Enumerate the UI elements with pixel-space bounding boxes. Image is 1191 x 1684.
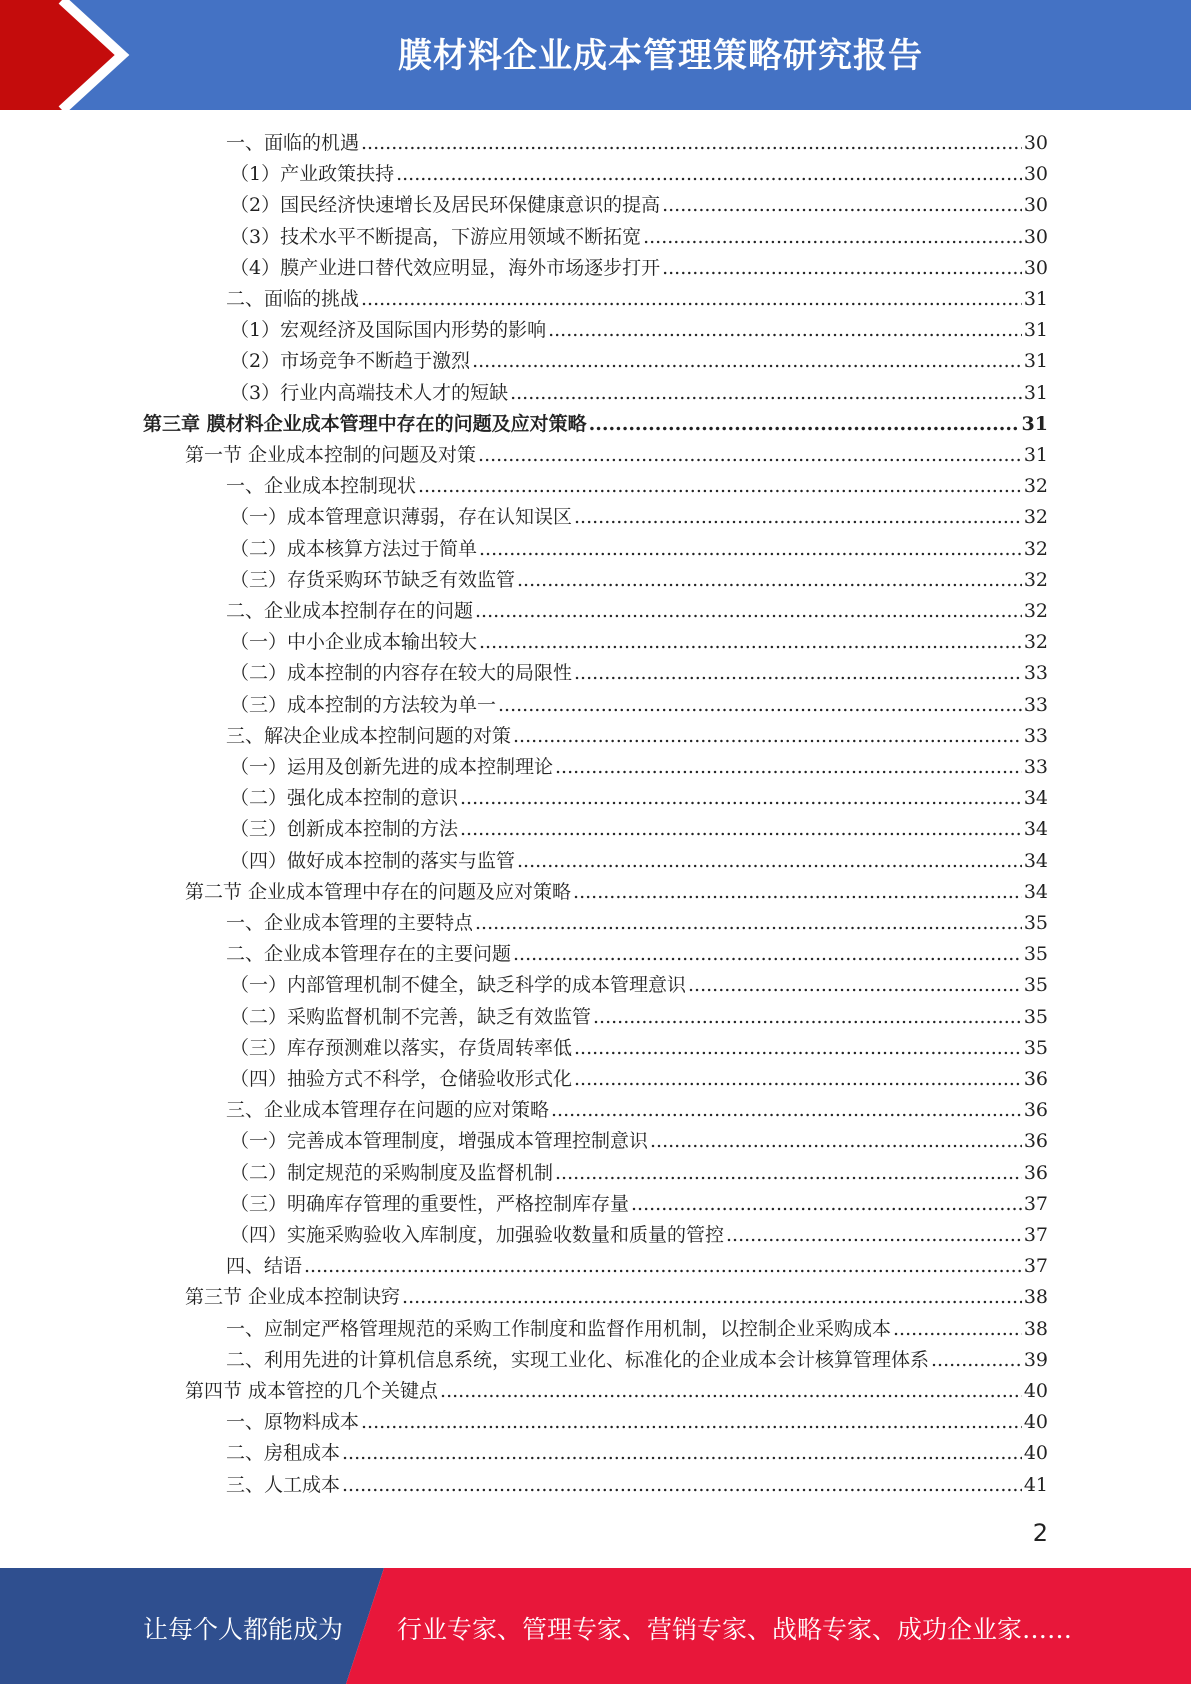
- toc-dot-leader: [574, 1064, 1022, 1095]
- toc-entry-page: 31: [1023, 350, 1048, 373]
- toc-dot-leader: [498, 690, 1022, 721]
- toc-entry-page: 33: [1023, 756, 1048, 778]
- toc-entry[interactable]: [230, 783, 1048, 814]
- toc-entry[interactable]: [226, 1095, 1048, 1126]
- toc-entry-title: （3）技术水平不断提高，下游应用领域不断拓宽: [230, 225, 642, 248]
- toc-entry-title: （4）膜产业进口替代效应明显，海外市场逐步打开: [230, 256, 661, 279]
- toc-entry-page: 34: [1023, 849, 1048, 872]
- toc-entry[interactable]: [226, 721, 1048, 752]
- toc-entry-page: 40: [1023, 1442, 1048, 1465]
- toc-entry[interactable]: [230, 970, 1048, 1001]
- toc-entry[interactable]: [226, 1407, 1048, 1438]
- toc-entry-title: （一）成本管理意识薄弱，存在认知误区: [230, 506, 573, 529]
- toc-entry-page: 41: [1023, 1473, 1048, 1496]
- toc-dot-leader: [517, 565, 1022, 596]
- toc-entry-title: 第四节 成本管控的几个关键点: [185, 1380, 439, 1402]
- toc-entry[interactable]: [230, 1033, 1048, 1064]
- toc-entry-title: （三）明确库存管理的重要性，严格控制库存量: [230, 1192, 630, 1215]
- toc-entry[interactable]: [230, 1189, 1048, 1220]
- toc-entry-page: 36: [1023, 1130, 1048, 1153]
- toc-entry-title: （二）成本核算方法过于简单: [230, 537, 478, 560]
- toc-entry-page: 31: [1023, 444, 1048, 466]
- toc-entry[interactable]: [185, 440, 1048, 471]
- toc-entry-title: 一、应制定严格管理规范的采购工作制度和监督作用机制，以控制企业采购成本: [226, 1317, 892, 1340]
- toc-entry[interactable]: [226, 596, 1048, 627]
- toc-entry-title: （1）宏观经济及国际国内形势的影响: [230, 319, 547, 342]
- toc-dot-leader: [574, 658, 1022, 689]
- toc-dot-leader: [513, 939, 1022, 970]
- toc-dot-leader: [548, 315, 1022, 346]
- toc-dot-leader: [662, 253, 1022, 284]
- toc-dot-leader: [396, 159, 1022, 190]
- toc-entry-title: （三）成本控制的方法较为单一: [230, 693, 497, 716]
- toc-entry[interactable]: [230, 1064, 1048, 1095]
- toc-entry[interactable]: [230, 253, 1048, 284]
- toc-entry-page: 36: [1023, 1099, 1048, 1122]
- toc-entry-page: 30: [1023, 194, 1048, 217]
- toc-entry-page: 30: [1023, 225, 1048, 248]
- toc-dot-leader: [418, 471, 1022, 502]
- toc-entry-page: 33: [1023, 693, 1048, 716]
- toc-entry-page: 32: [1023, 600, 1048, 622]
- toc-entry-title: （二）制定规范的采购制度及监督机制: [230, 1161, 554, 1184]
- toc-entry[interactable]: [226, 284, 1048, 315]
- toc-entry-page: 32: [1023, 506, 1048, 529]
- toc-entry[interactable]: [230, 1126, 1048, 1157]
- toc-entry-page: 34: [1023, 787, 1048, 810]
- toc-entry[interactable]: [143, 409, 1048, 440]
- toc-entry-page: 32: [1023, 631, 1048, 654]
- toc-entry-title: 二、面临的挑战: [226, 288, 360, 310]
- toc-entry-page: 40: [1023, 1380, 1048, 1402]
- toc-dot-leader: [472, 346, 1022, 377]
- toc-entry-title: （四）抽验方式不科学，仓储验收形式化: [230, 1068, 573, 1090]
- toc-entry-title: 三、人工成本: [226, 1473, 341, 1496]
- toc-dot-leader: [593, 1002, 1022, 1033]
- toc-dot-leader: [650, 1126, 1022, 1157]
- toc-entry-title: 第一节 企业成本控制的问题及对策: [185, 444, 477, 466]
- toc-entry[interactable]: [230, 159, 1048, 190]
- page-number: 2: [1032, 1519, 1048, 1547]
- toc-entry-title: （三）库存预测难以落实，存货周转率低: [230, 1036, 573, 1059]
- toc-entry[interactable]: [230, 1158, 1048, 1189]
- toc-entry-title: （四）实施采购验收入库制度，加强验收数量和质量的管控: [230, 1224, 725, 1246]
- toc-dot-leader: [589, 409, 1020, 440]
- toc-entry-page: 40: [1023, 1411, 1048, 1434]
- toc-entry-title: （三）创新成本控制的方法: [230, 818, 459, 841]
- toc-entry[interactable]: [185, 1282, 1048, 1313]
- toc-entry[interactable]: [226, 1345, 1048, 1376]
- toc-entry-page: 33: [1023, 662, 1048, 685]
- toc-entry-title: 二、企业成本控制存在的问题: [226, 600, 474, 622]
- toc-entry-title: （一）内部管理机制不健全，缺乏科学的成本管理意识: [230, 974, 687, 997]
- toc-entry-title: （三）存货采购环节缺乏有效监管: [230, 568, 516, 591]
- toc-entry[interactable]: [226, 1251, 1048, 1282]
- toc-entry[interactable]: [230, 190, 1048, 221]
- toc-dot-leader: [402, 1282, 1022, 1313]
- toc-dot-leader: [931, 1345, 1022, 1376]
- toc-entry-page: 38: [1023, 1286, 1048, 1309]
- toc-dot-leader: [574, 502, 1022, 533]
- toc-entry[interactable]: [226, 908, 1048, 939]
- toc-entry-page: 37: [1023, 1192, 1048, 1215]
- toc-dot-leader: [688, 970, 1022, 1001]
- toc-entry-page: 37: [1023, 1224, 1048, 1246]
- toc-entry[interactable]: [230, 565, 1048, 596]
- page-header: [0, 0, 1191, 110]
- toc-dot-leader: [478, 440, 1022, 471]
- toc-dot-leader: [555, 1158, 1022, 1189]
- toc-entry[interactable]: [230, 315, 1048, 346]
- toc-dot-leader: [479, 627, 1022, 658]
- toc-dot-leader: [460, 814, 1022, 845]
- toc-entry-title: （一）运用及创新先进的成本控制理论: [230, 756, 554, 778]
- footer-slogan-right: 行业专家、管理专家、营销专家、战略专家、成功企业家……: [397, 1615, 1073, 1644]
- toc-entry[interactable]: [230, 378, 1048, 409]
- toc-dot-leader: [573, 877, 1022, 908]
- toc-entry[interactable]: [230, 658, 1048, 689]
- toc-entry-title: （2）国民经济快速增长及居民环保健康意识的提高: [230, 194, 661, 217]
- toc-entry-title: 一、面临的机遇: [226, 132, 360, 154]
- toc-entry-title: （一）中小企业成本输出较大: [230, 631, 478, 654]
- toc-entry[interactable]: [230, 1220, 1048, 1251]
- toc-entry-title: 一、原物料成本: [226, 1411, 360, 1434]
- toc-entry-page: 30: [1023, 256, 1048, 279]
- toc-entry-page: 39: [1023, 1348, 1048, 1371]
- toc-entry[interactable]: [226, 471, 1048, 502]
- toc-entry-title: （1）产业政策扶持: [230, 163, 395, 186]
- page-footer: [0, 1568, 1191, 1684]
- toc-dot-leader: [475, 596, 1022, 627]
- toc-dot-leader: [893, 1314, 1022, 1345]
- toc-entry-page: 35: [1023, 974, 1048, 997]
- toc-dot-leader: [662, 190, 1022, 221]
- toc-dot-leader: [513, 721, 1022, 752]
- toc-entry-title: 三、企业成本管理存在问题的应对策略: [226, 1099, 550, 1122]
- toc-entry[interactable]: [230, 814, 1048, 845]
- toc-entry[interactable]: [230, 752, 1048, 783]
- toc-entry-title: 二、企业成本管理存在的主要问题: [226, 943, 512, 966]
- toc-dot-leader: [342, 1438, 1022, 1469]
- toc-entry[interactable]: [226, 1470, 1048, 1501]
- toc-entry-title: 一、企业成本管理的主要特点: [226, 912, 474, 934]
- toc-entry-title: 第三章 膜材料企业成本管理中存在的问题及应对策略: [143, 412, 587, 435]
- toc-entry-page: 32: [1023, 568, 1048, 591]
- toc-entry-title: 二、房租成本: [226, 1442, 341, 1465]
- toc-entry[interactable]: [230, 502, 1048, 533]
- toc-entry-title: 第三节 企业成本控制诀窍: [185, 1286, 401, 1309]
- toc-entry-title: （二）成本控制的内容存在较大的局限性: [230, 662, 573, 685]
- toc-dot-leader: [361, 284, 1022, 315]
- toc-dot-leader: [342, 1470, 1022, 1501]
- toc-entry[interactable]: [230, 222, 1048, 253]
- toc-entry-page: 34: [1023, 818, 1048, 841]
- toc-entry[interactable]: [230, 534, 1048, 565]
- toc-entry-page: 37: [1023, 1255, 1048, 1278]
- toc-entry-page: 35: [1023, 912, 1048, 934]
- toc-dot-leader: [361, 1407, 1022, 1438]
- toc-entry-page: 32: [1023, 537, 1048, 560]
- toc-entry[interactable]: [185, 877, 1048, 908]
- toc-entry[interactable]: [230, 690, 1048, 721]
- toc-entry[interactable]: [230, 627, 1048, 658]
- toc-entry-title: （四）做好成本控制的落实与监管: [230, 849, 516, 872]
- toc-entry-page: 35: [1023, 943, 1048, 966]
- toc-dot-leader: [643, 222, 1022, 253]
- toc-entry-title: （二）强化成本控制的意识: [230, 787, 459, 810]
- toc-entry-page: 36: [1023, 1068, 1048, 1090]
- toc-dot-leader: [517, 846, 1022, 877]
- toc-entry[interactable]: [230, 1002, 1048, 1033]
- toc-entry-title: （二）采购监督机制不完善，缺乏有效监管: [230, 1005, 592, 1028]
- toc-entry-title: （一）完善成本管理制度，增强成本管理控制意识: [230, 1130, 649, 1153]
- toc-dot-leader: [475, 908, 1022, 939]
- toc-dot-leader: [555, 752, 1022, 783]
- toc-dot-leader: [304, 1251, 1022, 1282]
- toc-entry[interactable]: [226, 1438, 1048, 1469]
- toc-entry-page: 35: [1023, 1036, 1048, 1059]
- toc-entry-page: 31: [1021, 412, 1048, 435]
- toc-entry-title: 三、解决企业成本控制问题的对策: [226, 724, 512, 747]
- toc-entry-page: 30: [1023, 132, 1048, 154]
- toc-entry-title: 四、结语: [226, 1255, 303, 1278]
- toc-dot-leader: [631, 1189, 1022, 1220]
- toc-dot-leader: [510, 378, 1022, 409]
- toc-entry-page: 33: [1023, 724, 1048, 747]
- toc-entry-page: 38: [1023, 1317, 1048, 1340]
- toc-entry-page: 30: [1023, 163, 1048, 186]
- toc-entry-page: 32: [1023, 475, 1048, 498]
- toc-entry[interactable]: [185, 1376, 1048, 1407]
- toc-entry[interactable]: [226, 128, 1048, 159]
- toc-entry-page: 31: [1023, 319, 1048, 342]
- report-title: 膜材料企业成本管理策略研究报告: [398, 36, 923, 76]
- toc-entry-title: 一、企业成本控制现状: [226, 475, 417, 498]
- toc-dot-leader: [726, 1220, 1022, 1251]
- toc-dot-leader: [460, 783, 1022, 814]
- toc-dot-leader: [361, 128, 1022, 159]
- footer-slogan-left: 让每个人都能成为: [143, 1615, 344, 1644]
- toc-entry-page: 35: [1023, 1005, 1048, 1028]
- toc-dot-leader: [479, 534, 1022, 565]
- toc-entry-title: （3）行业内高端技术人才的短缺: [230, 381, 509, 404]
- toc-entry-page: 34: [1023, 880, 1048, 903]
- toc-entry[interactable]: [226, 939, 1048, 970]
- chevron-arrow-icon: [0, 0, 160, 110]
- toc-entry-title: 二、利用先进的计算机信息系统，实现工业化、标准化的企业成本会计核算管理体系: [226, 1348, 930, 1371]
- toc-entry[interactable]: [230, 846, 1048, 877]
- toc-entry-page: 31: [1023, 288, 1048, 310]
- toc-dot-leader: [574, 1033, 1022, 1064]
- toc-entry-title: 第二节 企业成本管理中存在的问题及应对策略: [185, 880, 572, 903]
- toc-dot-leader: [440, 1376, 1022, 1407]
- toc-entry-page: 36: [1023, 1161, 1048, 1184]
- toc-dot-leader: [551, 1095, 1022, 1126]
- toc-entry[interactable]: [226, 1314, 1048, 1345]
- toc-entry-title: （2）市场竞争不断趋于激烈: [230, 350, 471, 373]
- toc-entry-page: 31: [1023, 381, 1048, 404]
- toc-entry[interactable]: [230, 346, 1048, 377]
